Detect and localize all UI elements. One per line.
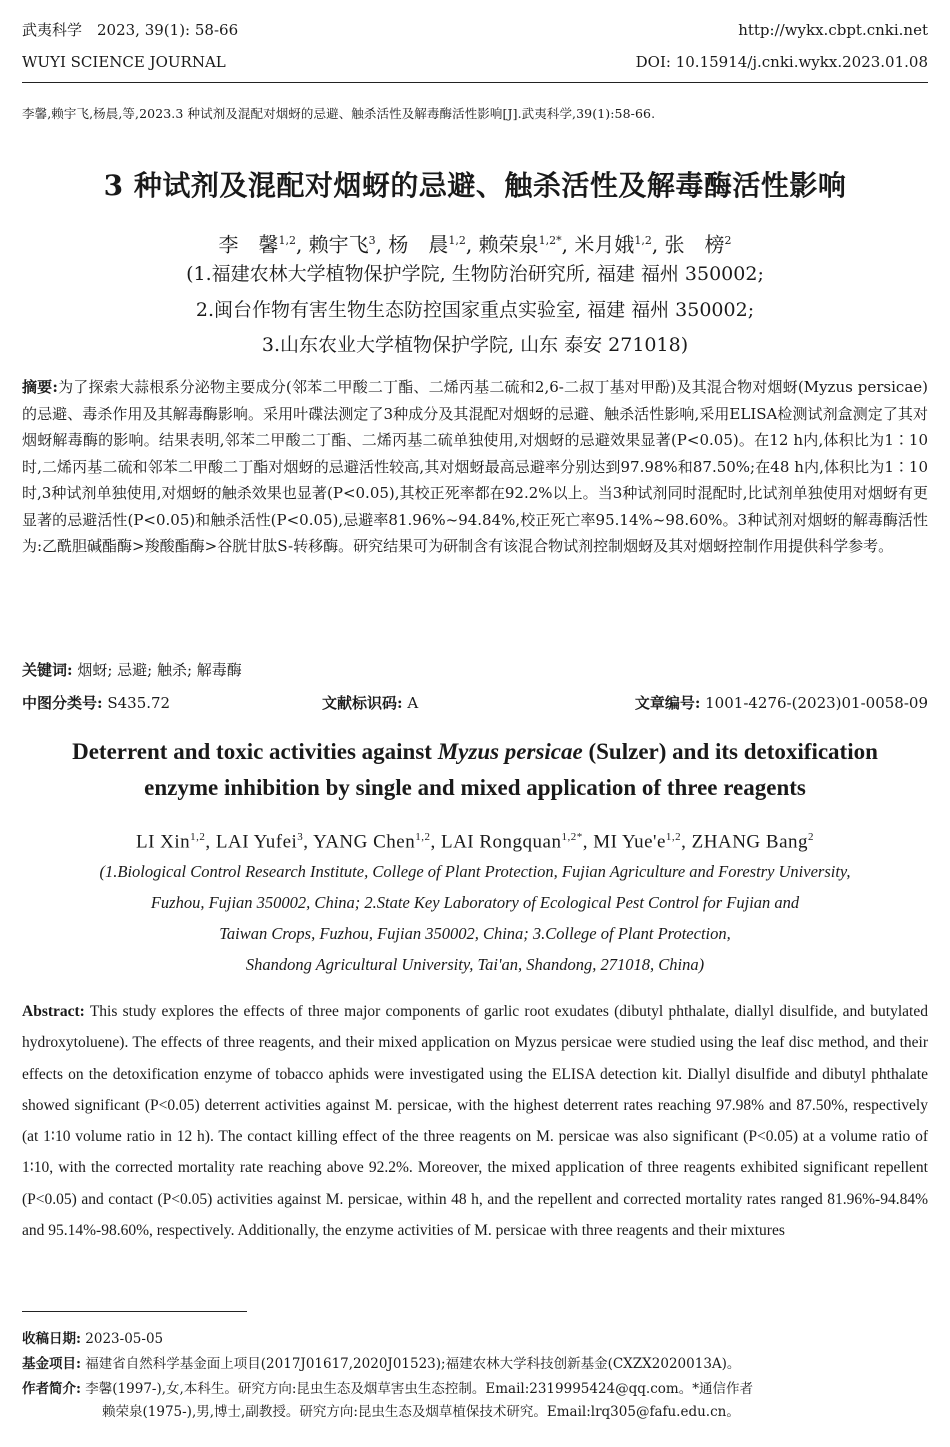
article-number (635, 690, 928, 716)
doc-value: A (407, 694, 419, 712)
affiliation-en-3: Taiwan Crops, Fuzhou, Fujian 350002, China; 3.College of Plant Protection, (219, 924, 731, 943)
footnote-fund (22, 1353, 928, 1375)
journal-issue-cn: 武夷科学 2023, 39(1): 58-66 (22, 21, 239, 39)
clc-number (22, 690, 170, 716)
header-divider (22, 82, 928, 83)
received-date: 2023-05-05 (85, 1331, 164, 1347)
author-en-separator: , (681, 831, 692, 853)
journal-url[interactable]: http://wykx.cbpt.cnki.net (738, 21, 928, 39)
running-header (22, 20, 928, 42)
author-cn-affil-marker: 1,2* (538, 234, 562, 247)
author-cn-affil-marker: 1,2 (448, 234, 466, 247)
author-cn-name: 赖宇飞 (308, 232, 369, 257)
title-cn: 3 种试剂及混配对烟蚜的忌避、触杀活性及解毒酶活性影响 (103, 169, 847, 202)
author-cn-affil-marker: 2 (724, 234, 732, 247)
authors-en (0, 822, 950, 857)
abstract-cn (22, 374, 928, 560)
affiliation-en-2: Fuzhou, Fujian 350002, China; 2.State Key Laboratory of Ecological Pest Control for Fujian and (150, 893, 800, 912)
keywords-cn-label: 关键词: (22, 661, 73, 679)
author-cn-affil-marker: 1,2 (634, 234, 652, 247)
author-en-affil-marker: 3 (297, 831, 304, 843)
bio-line-1: 李馨(1997-),女,本科生。研究方向:昆虫生态及烟草害虫生态控制。Email:2319995424@qq.com。*通信作者 (85, 1381, 753, 1397)
author-en-affil-marker: 1,2 (190, 831, 206, 843)
author-cn-separator: , (465, 232, 479, 257)
author-en-affil-marker: 1,2 (415, 831, 431, 843)
keywords-cn-text: 烟蚜; 忌避; 触杀; 解毒酶 (77, 661, 242, 679)
author-cn-affil-marker: 1,2 (278, 234, 296, 247)
bio-label: 作者简介: (22, 1381, 81, 1397)
title-en-species: Myzus persicae (437, 739, 583, 764)
affiliation-cn-1: (1.福建农林大学植物保护学院, 生物防治研究所, 福建 福州 350002; (186, 263, 764, 285)
clc-value: S435.72 (107, 694, 171, 712)
keywords-cn (22, 657, 928, 683)
author-cn-name: 杨 晨 (388, 232, 449, 257)
author-cn-separator: , (295, 232, 309, 257)
author-en-affil-marker: 1,2 (665, 831, 682, 843)
footnote-bio-2: 赖荣泉(1975-),男,博士,副教授。研究方向:昆虫生态及烟草植保技术研究。Email:lrq305@fafu.edu.cn。 (102, 1404, 740, 1420)
author-cn-separator: , (561, 232, 575, 257)
citation-line: 李馨,赖宇飞,杨晨,等,2023.3 种试剂及混配对烟蚜的忌避、触杀活性及解毒酶活性影响[J].武夷科学,39(1):58-66. (22, 106, 656, 121)
title-en (0, 734, 950, 806)
author-en-name: LI Xin (135, 831, 191, 853)
doi: DOI: 10.15914/j.cnki.wykx.2023.01.08 (635, 53, 928, 71)
footnote-divider (22, 1311, 247, 1312)
author-en-name: LAI Yufei (215, 831, 298, 853)
abstract-en (22, 996, 928, 1246)
abstract-cn-label: 摘要: (22, 378, 58, 396)
author-cn-name: 李 馨 (218, 232, 279, 257)
footnote-bio (22, 1378, 928, 1400)
abstract-en-label: Abstract: (22, 1003, 85, 1020)
author-cn-separator: , (651, 232, 665, 257)
title-en-line-1: Deterrent and toxic activities against Myzus persicae (Sulzer) and its detoxification (72, 739, 878, 764)
running-header-2 (22, 52, 928, 74)
author-en-name: YANG Chen (313, 831, 416, 853)
received-label: 收稿日期: (22, 1331, 81, 1347)
document-code (322, 690, 418, 716)
fund-label: 基金项目: (22, 1356, 81, 1372)
affiliation-cn-3: 3.山东农业大学植物保护学院, 山东 泰安 271018) (261, 334, 689, 356)
fund-text: 福建省自然科学基金面上项目(2017J01617,2020J01523);福建农林大学科技创新基金(CXZX2020013A)。 (85, 1356, 741, 1372)
author-en-separator: , (303, 831, 314, 853)
author-en-separator: , (205, 831, 216, 853)
author-en-separator: , (582, 831, 594, 853)
author-en-affil-marker: 1,2* (561, 831, 583, 843)
affiliation-cn-2: 2.闽台作物有害生物生态防控国家重点实验室, 福建 福州 350002; (195, 299, 755, 321)
author-cn-name: 赖荣泉 (478, 232, 539, 257)
author-cn-separator: , (375, 232, 389, 257)
author-en-affil-marker: 2 (808, 831, 815, 843)
clc-label: 中图分类号: (22, 694, 103, 712)
footnote-received (22, 1328, 928, 1350)
author-en-name: LAI Rongquan (440, 831, 562, 853)
authors-cn (0, 226, 950, 260)
classification-row (22, 690, 928, 716)
abstract-en-text: This study explores the effects of three major components of garlic root exudates (dibutyl phthalate, diallyl disulfide, and butylated hydroxytoluene). The effects of three reagents, and their mixed application on Myzus persicae were studied using the leaf disc method, and their effects on the detoxification enzyme of tobacco aphids were investigated using the ELISA detection kit. Diallyl disulfide and dibutyl phthalate showed significant (P<0.05) deterrent activities against M. persicae, with the highest deterrent rates reaching 97.98% and 87.50%, respectively (at 1∶10 volume ratio in 12 h). The contact killing effect of the three reagents on M. persicae was also significant (P<0.05) at a volume ratio of 1∶10, with the corrected mortality rate reaching above 92.2%. Moreover, the mixed application of three reagents exhibited significant repellent (P<0.05) and contact (P<0.05) activities against M. persicae, within 48 h, and the repellent and corrected mortality rates ranged 81.96%-94.84% and 95.14%-98.60%, respectively. Additionally, the enzyme activities of M. persicae with three reagents and their mixtures (22, 1003, 928, 1240)
author-en-separator: , (430, 831, 441, 853)
art-value: 1001-4276-(2023)01-0058-09 (705, 694, 928, 712)
art-label: 文章编号: (634, 694, 701, 712)
author-en-name: MI Yue'e (593, 831, 666, 853)
author-cn-affil-marker: 3 (368, 234, 376, 247)
author-cn-name: 张 榜 (664, 232, 725, 257)
affiliation-en-1: (1.Biological Control Research Institute, College of Plant Protection, Fujian Agriculture and Forestry University, (99, 862, 851, 881)
doc-label: 文献标识码: (322, 694, 403, 712)
author-en-name: ZHANG Bang (691, 831, 809, 853)
title-en-line-2: enzyme inhibition by single and mixed application of three reagents (144, 775, 806, 800)
author-cn-name: 米月娥 (574, 232, 635, 257)
abstract-cn-text: 为了探索大蒜根系分泌物主要成分(邻苯二甲酸二丁酯、二烯丙基二硫和2,6-二叔丁基对甲酚)及其混合物对烟蚜(Myzus persicae)的忌避、毒杀作用及其解毒酶影响。采用叶碟法测定了3种成分及其混配对烟蚜的忌避、触杀活性影响,采用ELISA检测试剂盒测定了其对烟蚜解毒酶的影响。结果表明,邻苯二甲酸二丁酯、二烯丙基二硫单独使用,对烟蚜的忌避效果显著(P<0.05)。在12 h内,体积比为1∶10时,二烯丙基二硫和邻苯二甲酸二丁酯对烟蚜的忌避活性较高,其对烟蚜最高忌避率分别达到97.98%和87.50%;在48 h内,体积比为1∶10时,3种试剂单独使用,对烟蚜的触杀效果也显著(P<0.05),其校正死率都在92.2%以上。当3种试剂同时混配时,比试剂单独使用对烟蚜有更显著的忌避活性(P<0.05)和触杀活性(P<0.05),忌避率81.96%~94.84%,校正死亡率95.14%~98.60%。3种试剂对烟蚜的解毒酶活性为:乙酰胆碱酯酶>羧酸酯酶>谷胱甘肽S-转移酶。研究结果可为研制含有该混合物试剂控制烟蚜及其对烟蚜控制作用提供科学参考。 (22, 378, 928, 555)
journal-name-en: WUYI SCIENCE JOURNAL (22, 53, 226, 71)
affiliation-en-4: Shandong Agricultural University, Tai'an, Shandong, 271018, China) (245, 955, 705, 974)
